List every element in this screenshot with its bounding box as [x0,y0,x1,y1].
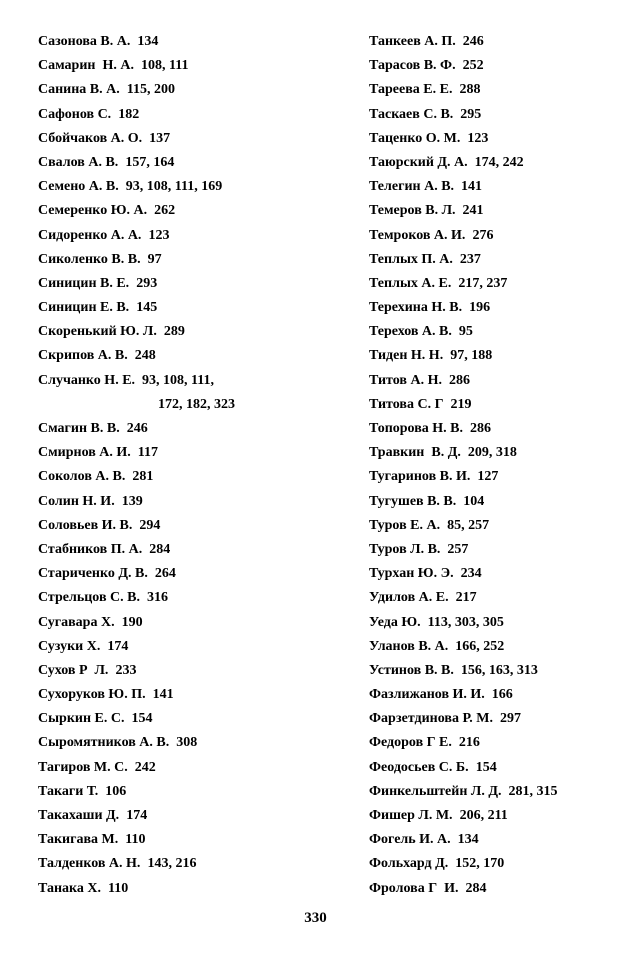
index-entry [38,611,338,635]
index-entry [38,586,338,610]
page-references: 286 [448,372,470,388]
index-entry [38,30,338,54]
author-name: Теплых П. А. [369,251,453,267]
page-references: 166 [491,687,513,703]
index-entry [38,272,338,296]
index-entry [369,707,629,731]
index-entry [369,586,629,610]
page-references: 217, 237 [458,275,508,291]
page-references: 123 [467,130,489,146]
page-references: 97 [147,251,162,267]
index-entry [38,828,338,852]
author-name: Синицин Е. В. [38,300,130,316]
page-references: 242 [134,759,156,775]
page-references: 248 [134,348,156,364]
author-name: Терехов А. В. [369,324,452,340]
index-entry [369,441,629,465]
page-references: 141 [461,179,483,195]
index-entry [369,659,629,683]
index-entry [38,248,338,272]
index-entry [38,514,338,538]
author-name: Танкеев А. П. [369,34,456,49]
author-name: Тарасов В. Ф. [369,58,456,74]
page-references: 166, 252 [455,638,505,654]
author-name: Титова С. Г [369,396,444,412]
index-entry [38,635,338,659]
page-references: 294 [139,517,161,533]
index-entry [38,320,338,344]
page-references: 237 [459,251,481,267]
author-name: Травкин В. Д. [369,445,461,461]
author-name: Темеров В. Л. [369,203,456,219]
index-entry [38,731,338,755]
index-entry [38,224,338,248]
index-entry [369,344,629,368]
index-entry [369,828,629,852]
author-name: Уеда Ю. [369,614,421,630]
author-name: Сидоренко А. А. [38,227,142,243]
page-references: 174 [126,808,148,823]
author-name: Уланов В. А. [369,638,449,654]
page-references: 139 [121,493,143,509]
page-references: 127 [477,469,499,485]
page-references: 281 [132,469,154,485]
page-references: 141 [152,687,174,703]
page-references: 206, 211 [459,808,508,823]
author-name: Самарин Н. А. [38,58,134,74]
index-entry [38,780,338,804]
author-name: Сиколенко В. В. [38,251,141,267]
page-references: 264 [154,566,176,582]
index-entry [369,417,629,441]
index-entry [369,756,629,780]
page-references: 134 [457,832,479,848]
author-name: Устинов В. В. [369,662,454,678]
page-references: 286 [470,421,492,436]
index-entry [38,538,338,562]
author-name: Теплых А. Е. [369,275,452,291]
author-name: Такаги Т. [38,783,99,799]
page-references: 276 [472,227,494,243]
author-name: Фарзетдинова Р. М. [369,711,493,727]
author-name: Федоров Г Е. [369,735,452,751]
index-entry [369,611,629,635]
page-references: 157, 164 [125,154,175,170]
page-references: 295 [460,106,482,122]
author-name: Фролова Г И. [369,880,459,896]
author-name: Свалов А. В. [38,154,119,170]
index-entry [369,175,629,199]
index-entry [38,562,338,586]
page-references: 117 [137,445,159,461]
page-references: 154 [475,759,497,775]
author-name: Соколов А. В. [38,469,126,485]
author-name: Финкельштейн Л. Д. [369,783,502,799]
index-entry [369,272,629,296]
author-name: Сухов Р Л. [38,662,109,678]
index-entry [38,199,338,223]
page-references: 190 [121,614,143,630]
page-number: 330 [304,910,327,926]
author-name: Смагин В. В. [38,421,120,436]
index-entry [38,877,338,901]
author-name: Семеренко Ю. А. [38,203,148,219]
index-entry [369,804,629,828]
page-references: 284 [149,541,171,557]
author-name: Случанко Н. Е. [38,372,136,388]
author-name: Такахаши Д. [38,808,120,823]
index-entry [38,54,338,78]
page-references: 110 [108,880,129,896]
page-references: 219 [450,396,472,412]
author-name: Сыркин Е. С. [38,711,125,727]
page-references: 143, 216 [147,856,197,872]
page-references: 209, 318 [467,445,517,461]
author-name: Феодосьев С. Б. [369,759,469,775]
page-references: 257 [447,541,469,557]
author-name: Таскаев С. В. [369,106,454,122]
author-name: Соловьев И. В. [38,517,133,533]
index-entry [369,320,629,344]
page-references: 113, 303, 305 [427,614,504,630]
page-references: 152, 170 [455,856,505,872]
index-entry [369,562,629,586]
page-references: 182 [118,106,140,122]
page-references: 284 [465,880,487,896]
author-name: Сыромятников А. В. [38,735,170,751]
index-entry [369,683,629,707]
page-references: 316 [146,590,168,606]
index-entry [369,465,629,489]
page-references: 217 [455,590,477,606]
index-entry [369,30,629,54]
page-references: 134 [137,34,159,49]
page-references: 246 [462,34,484,49]
index-entry [369,127,629,151]
index-entry [38,707,338,731]
page-references: 246 [126,421,148,436]
index-entry [38,151,338,175]
author-name: Титов А. Н. [369,372,442,388]
index-entry [38,127,338,151]
page-references: 241 [462,203,484,219]
author-name: Фишер Л. М. [369,808,453,823]
author-name: Фазлижанов И. И. [369,687,485,703]
page-references: 297 [499,711,521,727]
page-references: 288 [459,82,481,98]
author-name: Смирнов А. И. [38,445,131,461]
index-entry [369,514,629,538]
author-name: Топорова Н. В. [369,421,464,436]
author-name: Темроков А. И. [369,227,466,243]
index-entry [369,731,629,755]
page-references: 97, 188 [450,348,493,364]
author-name: Сазонова В. А. [38,34,131,49]
index-entry [369,224,629,248]
index-entry [38,441,338,465]
author-name: Сугавара Х. [38,614,115,630]
author-name: Тугушев В. В. [369,493,457,509]
index-column-left [38,30,338,901]
index-entry [38,659,338,683]
page-references: 262 [154,203,176,219]
author-name: Фольхард Д. [369,856,449,872]
author-name: Санина В. А. [38,82,120,98]
page-references: 95 [458,324,473,340]
page-references: 308 [176,735,198,751]
index-entry [369,248,629,272]
page-references: 233 [115,662,137,678]
author-name: Сузуки Х. [38,638,101,654]
index-entry [369,199,629,223]
author-name: Турхан Ю. Э. [369,566,454,582]
author-name: Сухоруков Ю. П. [38,687,146,703]
author-name: Стабников П. А. [38,541,143,557]
index-entry [369,54,629,78]
index-entry [38,490,338,514]
page-references: 93, 108, 111, [142,372,215,388]
index-entry [369,103,629,127]
author-name: Телегин А. В. [369,179,455,195]
author-name: Солин Н. И. [38,493,115,509]
index-entry [38,344,338,368]
index-entry [38,804,338,828]
author-name: Синицин В. Е. [38,275,130,291]
index-entry [38,296,338,320]
author-name: Тиден Н. Н. [369,348,444,364]
page-references: 123 [148,227,170,243]
index-entry [38,683,338,707]
page-references-continuation: 172, 182, 323 [158,396,235,412]
index-entry [38,369,338,393]
page-references: 93, 108, 111, 169 [125,179,223,195]
index-entry [369,780,629,804]
page-references: 293 [136,275,158,291]
index-entry [369,369,629,393]
page-references: 115, 200 [126,82,175,98]
page-references: 106 [105,783,127,799]
index-entry [369,852,629,876]
page-references: 154 [131,711,153,727]
author-name: Тугаринов В. И. [369,469,471,485]
index-entry [38,78,338,102]
page-references: 281, 315 [508,783,558,799]
index-entry [38,852,338,876]
author-name: Тареева Е. Е. [369,82,453,98]
index-entry [369,490,629,514]
author-name: Удилов А. Е. [369,590,449,606]
index-entry [38,417,338,441]
author-name: Туров Е. А. [369,517,441,533]
page-references: 174, 242 [474,154,524,170]
page-references: 174 [107,638,129,654]
index-column-right [369,30,629,901]
author-name: Таюрский Д. А. [369,154,468,170]
author-name: Стариченко Д. В. [38,566,148,582]
page-references: 108, 111 [140,58,189,74]
author-name: Скрипов А. В. [38,348,128,364]
page-references: 196 [469,300,491,316]
index-entry [38,756,338,780]
page-references: 234 [460,566,482,582]
page-references: 145 [136,300,158,316]
author-name: Танака Х. [38,880,102,896]
page-references: 156, 163, 313 [460,662,538,678]
page-references: 110 [125,832,146,848]
author-name: Таценко О. М. [369,130,461,146]
author-name: Такигава М. [38,832,119,848]
page-references: 216 [458,735,480,751]
page-references: 252 [462,58,484,74]
page-references: 137 [149,130,171,146]
index-entry [38,103,338,127]
page-references: 85, 257 [447,517,490,533]
index-entry [369,78,629,102]
author-name: Терехина Н. В. [369,300,463,316]
author-name: Семено А. В. [38,179,119,195]
index-entry [369,393,629,417]
author-name: Талденков А. Н. [38,856,141,872]
index-entry [369,877,629,901]
index-entry [369,538,629,562]
index-entry [369,151,629,175]
author-name: Тагиров М. С. [38,759,128,775]
author-name: Скоренький Ю. Л. [38,324,157,340]
index-entry [369,635,629,659]
author-name: Фогель И. А. [369,832,451,848]
author-name: Сбойчаков А. О. [38,130,143,146]
author-name: Туров Л. В. [369,541,441,557]
page-references: 289 [163,324,185,340]
index-entry [369,296,629,320]
author-name: Сафонов С. [38,106,112,122]
index-entry [38,465,338,489]
index-entry [38,175,338,199]
author-name: Стрельцов С. В. [38,590,140,606]
page-references: 104 [463,493,485,509]
